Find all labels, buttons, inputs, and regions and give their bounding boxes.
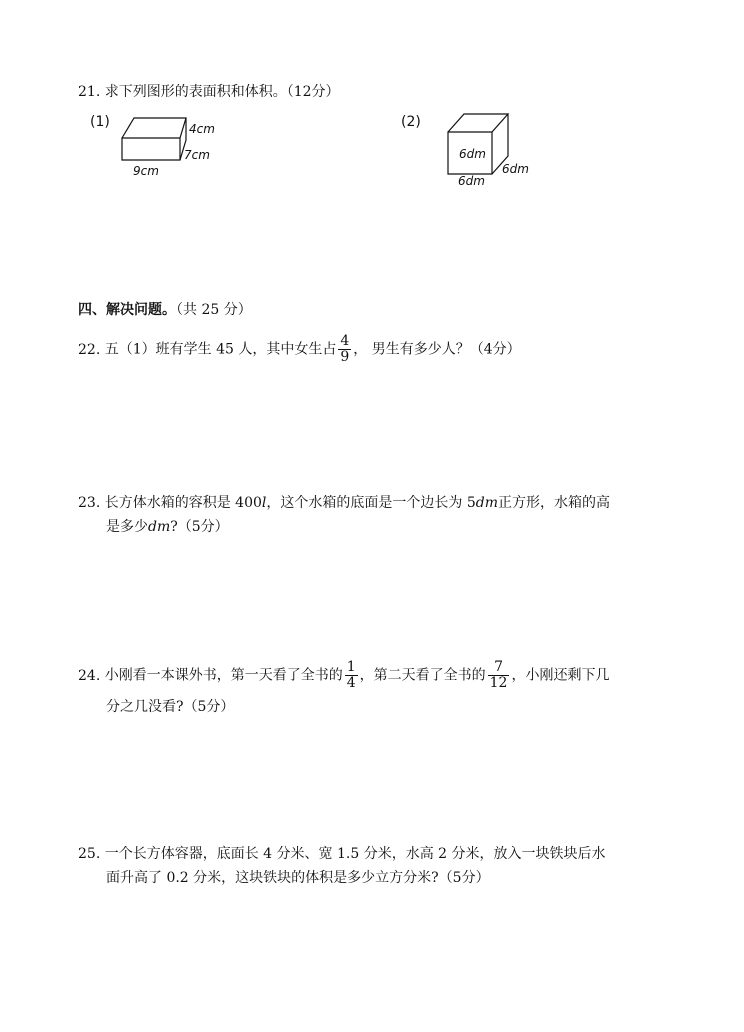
figure-2-label: (2)	[401, 114, 421, 130]
question-text: ，第二天看了全书的	[359, 667, 486, 684]
section-title: 四、解决问题。	[78, 302, 176, 318]
fraction-denominator: 12	[489, 675, 508, 691]
fraction-numerator: 7	[488, 660, 510, 676]
question-line-1	[78, 491, 688, 515]
unit-dm: dm	[475, 495, 498, 511]
question-number: 25.	[78, 846, 101, 862]
section-heading	[78, 299, 252, 319]
unit-dm: dm	[148, 519, 171, 535]
cuboid-length-label: 9cm	[133, 164, 159, 178]
question-line-1	[78, 660, 688, 691]
fraction-denominator: 9	[340, 349, 350, 365]
question-number: 21.	[78, 84, 101, 100]
fraction	[338, 334, 351, 365]
fraction-2	[488, 660, 510, 691]
question-text: ?（5分）	[170, 519, 229, 535]
question-21	[78, 80, 688, 104]
fraction-1	[345, 660, 358, 691]
question-text: 分之几没看?（5分）	[106, 699, 235, 715]
question-24	[78, 660, 688, 719]
question-23	[78, 491, 688, 539]
unit-liter: l	[261, 495, 267, 511]
question-text-end: ， 男生有多少人？（4分）	[353, 341, 521, 358]
question-text: ，这个水箱的底面是一个边长为 5	[266, 495, 476, 511]
question-22	[78, 334, 688, 365]
cube-front-label: 6dm	[459, 147, 486, 161]
figure-1-label: (1)	[90, 114, 110, 130]
question-text: 求下列图形的表面积和体积。（12分）	[104, 84, 340, 100]
cuboid-figure	[118, 112, 188, 164]
question-25	[78, 842, 688, 890]
question-text: 长方体水箱的容积是 400	[104, 495, 262, 511]
question-text: ，小刚还剩下几	[511, 667, 610, 684]
question-text: 小刚看一本课外书，第一天看了全书的	[104, 667, 343, 684]
cuboid-width-label: 7cm	[184, 148, 210, 162]
question-number: 23.	[78, 495, 101, 511]
question-number: 24.	[78, 667, 101, 684]
question-line-2	[78, 515, 688, 539]
section-subtitle: （共 25 分）	[176, 302, 252, 318]
question-text: 是多少	[106, 519, 148, 535]
fraction-denominator: 4	[346, 675, 356, 691]
question-text: 正方形，水箱的高	[497, 495, 610, 511]
cuboid-height-label: 4cm	[189, 122, 215, 136]
question-text: 面升高了 0.2 分米，这块铁块的体积是多少立方分米?（5分）	[106, 870, 490, 886]
question-text: 五（1）班有学生 45 人，其中女生占	[104, 341, 337, 358]
question-line-2	[78, 866, 688, 890]
question-line-2	[78, 695, 688, 719]
question-text: 一个长方体容器，底面长 4 分米、宽 1.5 分米，水高 2 分米，放入一块铁块后水	[104, 846, 606, 862]
cube-side-label: 6dm	[502, 162, 529, 176]
question-line-1	[78, 842, 688, 866]
fraction-numerator: 4	[340, 333, 350, 349]
cube-bottom-label: 6dm	[458, 174, 485, 188]
fraction-numerator: 1	[346, 659, 356, 675]
question-number: 22.	[78, 341, 101, 358]
